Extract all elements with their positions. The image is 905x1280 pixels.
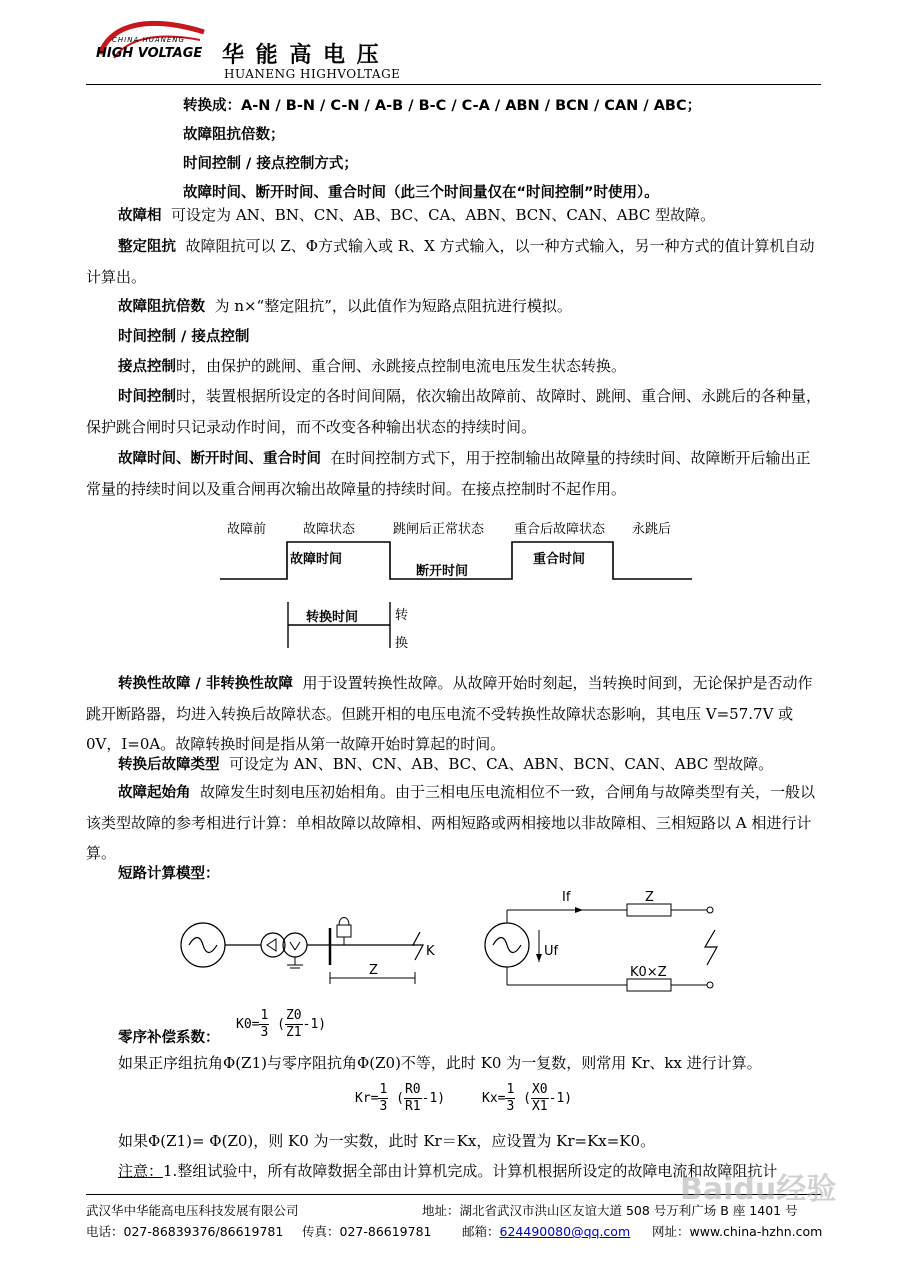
- kr-coef: [378, 1082, 388, 1115]
- para-model-heading: [86, 858, 821, 889]
- k0-den: Z1: [285, 1025, 302, 1040]
- kr-tail: -1): [421, 1091, 446, 1106]
- term: 故障起始角: [118, 785, 191, 801]
- kx-coef-den: 3: [506, 1099, 515, 1114]
- kr-num: R0: [404, 1082, 421, 1097]
- logo-emblem: [92, 14, 212, 76]
- note-label: 注意：: [118, 1162, 164, 1180]
- para-text: 用于设置转换性故障。从故障开始时刻起，当转换时间到，无论保护是否动作跳开断路器，均进入转换后故障状态。但跳开相的电压电流不受转换性故障状态影响，其电压 V=57.7V 或 0V，I=0A。故障转换时间是指从第一故障开始时算起的时间。: [86, 674, 813, 753]
- term: 故障阻抗倍数: [118, 299, 205, 315]
- para-times: [86, 443, 821, 504]
- reclose-time-label: 重合时间: [533, 552, 586, 567]
- term: 转换后故障类型: [118, 757, 220, 773]
- transform-char: 转: [395, 608, 409, 623]
- left-circuit: [181, 918, 423, 985]
- para-set-impedance: [86, 231, 821, 292]
- k0-num: Z0: [285, 1008, 302, 1023]
- footer-company: 武汉华中华能高电压科技发展有限公司: [86, 1203, 299, 1218]
- sub-item-control: 时间控制 / 接点控制方式；: [183, 156, 358, 172]
- para-start-angle: [86, 777, 821, 868]
- state-label: 跳闸后正常状态: [393, 522, 485, 537]
- state-label: 永跳后: [632, 522, 672, 537]
- para-text: 为 n×“整定阻抗”，以此值作为短路点阻抗进行模拟。: [214, 297, 572, 315]
- company-name-en: HUANENG HIGHVOLTAGE: [224, 67, 401, 81]
- if-label: If: [562, 890, 571, 905]
- term: 整定阻抗: [118, 239, 176, 255]
- para-text: 时，由保护的跳闸、重合闸、永跳接点控制电流电压发生状态转换。: [176, 357, 627, 375]
- kx-coef: [505, 1082, 515, 1115]
- email-label: 邮箱：: [462, 1224, 500, 1239]
- footer-fax: 传真：027-86619781: [302, 1224, 432, 1239]
- transform-time-label: 转换时间: [306, 610, 359, 625]
- term: 故障时间、断开时间、重合时间: [118, 451, 321, 467]
- state-label: 故障状态: [303, 522, 356, 537]
- circuit-svg: [175, 890, 735, 1010]
- company-name-cn: 华 能 高 电 压: [222, 43, 381, 68]
- open-time-label: 断开时间: [416, 564, 469, 579]
- uf-label: Uf: [544, 944, 559, 959]
- kr-coef-den: 3: [379, 1099, 388, 1114]
- para-text: 如果Φ(Z1)= Φ(Z0)，则 K0 为一实数，此时 Kr＝Kx，应设置为 Kr=Kx=K0。: [118, 1132, 656, 1150]
- state-label: 故障前: [227, 522, 267, 537]
- term: 故障相: [118, 208, 162, 224]
- kr-formula: [355, 1082, 445, 1115]
- para-text: 可设定为 AN、BN、CN、AB、BC、CA、ABN、BCN、CAN、ABC 型故障。: [229, 755, 774, 773]
- sub-item-times: 故障时间、断开时间、重合时间（此三个时间量仅在“时间控制”时使用）。: [183, 185, 659, 201]
- header-rule: [86, 84, 821, 85]
- para-control-heading: [86, 321, 821, 352]
- logo-brand-text: HIGH VOLTAGE: [96, 46, 203, 61]
- watermark: Baidu经验: [680, 1172, 837, 1207]
- kx-formula: [482, 1082, 572, 1115]
- k0-label: 零序补偿系数：: [118, 1030, 220, 1046]
- para-impedance-multiple: [86, 291, 821, 322]
- term: 转换性故障 / 非转换性故障: [118, 676, 293, 692]
- email-link[interactable]: 624490080@qq.com: [499, 1224, 631, 1239]
- kx-lhs: Kx=: [482, 1091, 506, 1106]
- para-text: 可设定为 AN、BN、CN、AB、BC、CA、ABN、BCN、CAN、ABC 型故障。: [171, 206, 716, 224]
- open-paren: (: [396, 1091, 404, 1106]
- transform-char: 换: [395, 636, 409, 651]
- k0-coef: [259, 1008, 269, 1041]
- para-time-control: [86, 381, 821, 442]
- para-text: 时，装置根据所设定的各时间间隔，依次输出故障前、故障时、跳闸、重合闸、永跳后的各种量，保护跳合闸时只记录动作时间，而不改变各种输出状态的持续时间。: [86, 387, 822, 436]
- kx-den: X1: [531, 1099, 548, 1114]
- footer-email: [462, 1222, 630, 1240]
- para-contact-control: [86, 351, 821, 382]
- para-text: 在时间控制方式下，用于控制输出故障量的持续时间、故障断开后输出正常量的持续时间以及重合闸再次输出故障量的持续时间。在接点控制时不起作用。: [86, 449, 811, 498]
- logo-small-text: CHINA HUANENG: [112, 36, 185, 44]
- kr-coef-num: 1: [379, 1082, 388, 1097]
- k0-formula: [236, 1008, 326, 1041]
- open-paren: (: [277, 1017, 285, 1032]
- term: 接点控制: [118, 359, 176, 375]
- k0-coef-den: 3: [260, 1025, 269, 1040]
- heading: 短路计算模型：: [118, 866, 220, 882]
- k0z-box-label: K0×Z: [630, 965, 667, 980]
- sub-item-multiple: 故障阻抗倍数；: [183, 127, 285, 143]
- k0-coef-num: 1: [260, 1008, 269, 1023]
- kr-lhs: Kr=: [355, 1091, 379, 1106]
- para-text: 如果正序组抗角Φ(Z1)与零序阻抗角Φ(Z0)不等，此时 K0 为一复数，则常用 Kr、kx 进行计算。: [118, 1054, 762, 1072]
- k0-lhs: K0=: [236, 1017, 260, 1032]
- para-text: 故障发生时刻电压初始相角。由于三相电压电流相位不一致，合闸角与故障类型有关，一般以该类型故障的参考相进行计算：单相故障以故障相、两相短路或两相接地以非故障相、三相短路以 A 相进行计算。: [86, 783, 816, 862]
- kx-coef-num: 1: [506, 1082, 515, 1097]
- footer-phone: 电话：027-86839376/86619781: [86, 1224, 284, 1239]
- heading: 时间控制 / 接点控制: [118, 329, 250, 345]
- para-complex: [86, 1048, 821, 1078]
- para-transform-fault: [86, 668, 821, 759]
- kx-ratio: [531, 1082, 549, 1115]
- k-label: K: [426, 944, 435, 959]
- para-text: 故障阻抗可以 Z、Φ方式输入或 R、X 方式输入，以一种方式输入，另一种方式的值计算机自动计算出。: [86, 237, 815, 286]
- z-box-label: Z: [645, 890, 654, 905]
- k0-ratio: [285, 1008, 303, 1041]
- fault-time-label: 故障时间: [290, 552, 343, 567]
- footer-website: 网址：www.china-hzhn.com: [652, 1224, 823, 1239]
- z-label: Z: [369, 963, 378, 978]
- para-fault-phase: [86, 200, 821, 231]
- open-paren: (: [523, 1091, 531, 1106]
- right-circuit: [485, 904, 717, 991]
- kr-ratio: [404, 1082, 422, 1115]
- kx-num: X0: [531, 1082, 548, 1097]
- sub-item-transform: 转换成：A-N / B-N / C-N / A-B / B-C / C-A / ABN / BCN / CAN / ABC；: [183, 98, 702, 114]
- footer-address: 地址：湖北省武汉市洪山区友谊大道 508 号万利广场 B 座 1401 号: [422, 1203, 798, 1218]
- kr-den: R1: [404, 1099, 421, 1114]
- kx-tail: -1): [548, 1091, 573, 1106]
- k0-tail: -1): [302, 1017, 327, 1032]
- state-label: 重合后故障状态: [514, 522, 606, 537]
- para-text: 1.整组试验中，所有故障数据全部由计算机完成。计算机根据所设定的故障电流和故障阻抗计: [163, 1162, 778, 1180]
- para-real: [86, 1126, 821, 1156]
- para-after-type: [86, 749, 821, 780]
- term: 时间控制: [118, 389, 176, 405]
